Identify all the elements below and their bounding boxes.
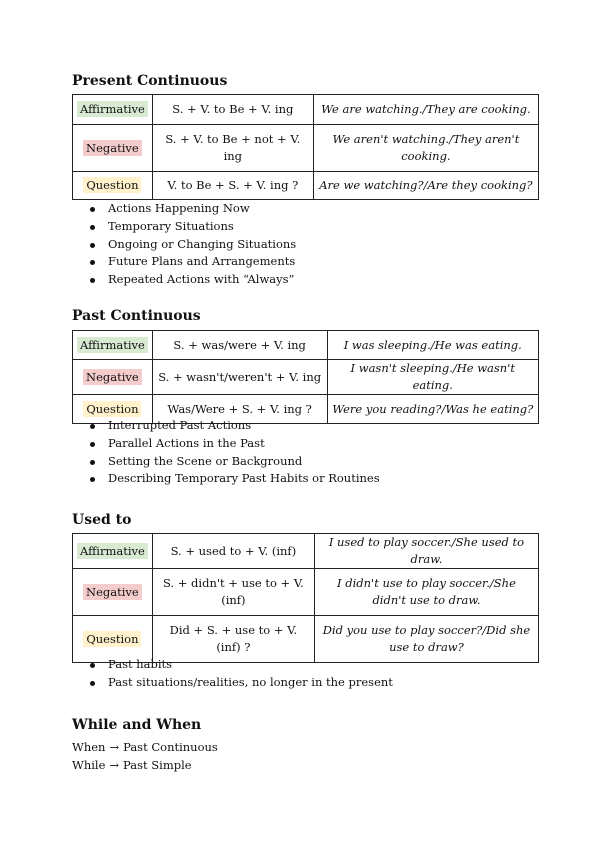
present-continuous-uses <box>72 200 296 289</box>
right-arrow-icon: → <box>109 740 120 754</box>
formula-cell: S. + wasn't/weren't + V. ing <box>152 360 327 395</box>
table-row <box>73 95 539 125</box>
formula-cell: V. to Be + S. + V. ing ? <box>152 172 313 200</box>
table-row <box>73 125 539 172</box>
formula-cell: Did + S. + use to + V. (inf) ? <box>152 616 314 663</box>
list-item: Interrupted Past Actions <box>72 417 380 435</box>
list-item: Describing Temporary Past Habits or Routines <box>72 470 380 488</box>
question-label: Question <box>83 401 141 417</box>
rule-tense: Past Simple <box>123 758 192 772</box>
past-continuous-table <box>72 330 539 424</box>
formula-cell: Was/Were + S. + V. ing ? <box>152 395 327 424</box>
row-label-cell <box>73 125 153 172</box>
section-title-used-to: Used to <box>72 512 132 528</box>
row-label-cell <box>73 360 153 395</box>
used-to-table <box>72 533 539 663</box>
rule-word: When <box>72 740 106 754</box>
affirmative-label: Affirmative <box>77 543 148 559</box>
example-cell: We are watching./They are cooking. <box>313 95 538 125</box>
negative-label: Negative <box>83 369 142 385</box>
table-row <box>73 331 539 360</box>
right-arrow-icon: → <box>109 758 120 772</box>
example-cell: Did you use to play soccer?/Did she use to draw? <box>314 616 538 663</box>
negative-label: Negative <box>83 584 142 600</box>
formula-cell: S. + used to + V. (inf) <box>152 534 314 569</box>
formula-cell: S. + didn't + use to + V. (inf) <box>152 569 314 616</box>
list-item: Past habits <box>72 656 393 674</box>
table-row <box>73 569 539 616</box>
rule-tense: Past Continuous <box>123 740 218 754</box>
list-item: Past situations/realities, no longer in the present <box>72 674 393 692</box>
list-item: Parallel Actions in the Past <box>72 435 380 453</box>
question-label: Question <box>83 177 141 193</box>
section-title-present-continuous: Present Continuous <box>72 73 228 89</box>
affirmative-label: Affirmative <box>77 337 148 353</box>
formula-cell: S. + V. to Be + not + V. ing <box>152 125 313 172</box>
formula-cell: S. + was/were + V. ing <box>152 331 327 360</box>
example-cell: I wasn't sleeping./He wasn't eating. <box>327 360 538 395</box>
section-title-past-continuous: Past Continuous <box>72 308 201 324</box>
section-title-while-and-when: While and When <box>72 717 202 733</box>
formula-cell: S. + V. to Be + V. ing <box>152 95 313 125</box>
list-item: Future Plans and Arrangements <box>72 253 296 271</box>
row-label-cell <box>73 172 153 200</box>
present-continuous-table <box>72 94 539 200</box>
list-item: Setting the Scene or Background <box>72 453 380 471</box>
row-label-cell <box>73 95 153 125</box>
list-item: Temporary Situations <box>72 218 296 236</box>
example-cell: Were you reading?/Was he eating? <box>327 395 538 424</box>
affirmative-label: Affirmative <box>77 101 148 117</box>
table-row <box>73 172 539 200</box>
table-row <box>73 534 539 569</box>
example-cell: We aren't watching./They aren't cooking. <box>313 125 538 172</box>
past-continuous-uses <box>72 417 380 488</box>
row-label-cell <box>73 569 153 616</box>
example-cell: I didn't use to play soccer./She didn't use to draw. <box>314 569 538 616</box>
negative-label: Negative <box>83 140 142 156</box>
rule-word: While <box>72 758 106 772</box>
example-cell: I was sleeping./He was eating. <box>327 331 538 360</box>
list-item: Actions Happening Now <box>72 200 296 218</box>
row-label-cell <box>73 331 153 360</box>
question-label: Question <box>83 631 141 647</box>
row-label-cell <box>73 534 153 569</box>
table-row <box>73 360 539 395</box>
used-to-uses <box>72 656 393 692</box>
while-rule-line <box>72 756 192 774</box>
example-cell: I used to play soccer./She used to draw. <box>314 534 538 569</box>
list-item: Repeated Actions with “Always” <box>72 271 296 289</box>
when-rule-line <box>72 738 218 756</box>
list-item: Ongoing or Changing Situations <box>72 236 296 254</box>
example-cell: Are we watching?/Are they cooking? <box>313 172 538 200</box>
